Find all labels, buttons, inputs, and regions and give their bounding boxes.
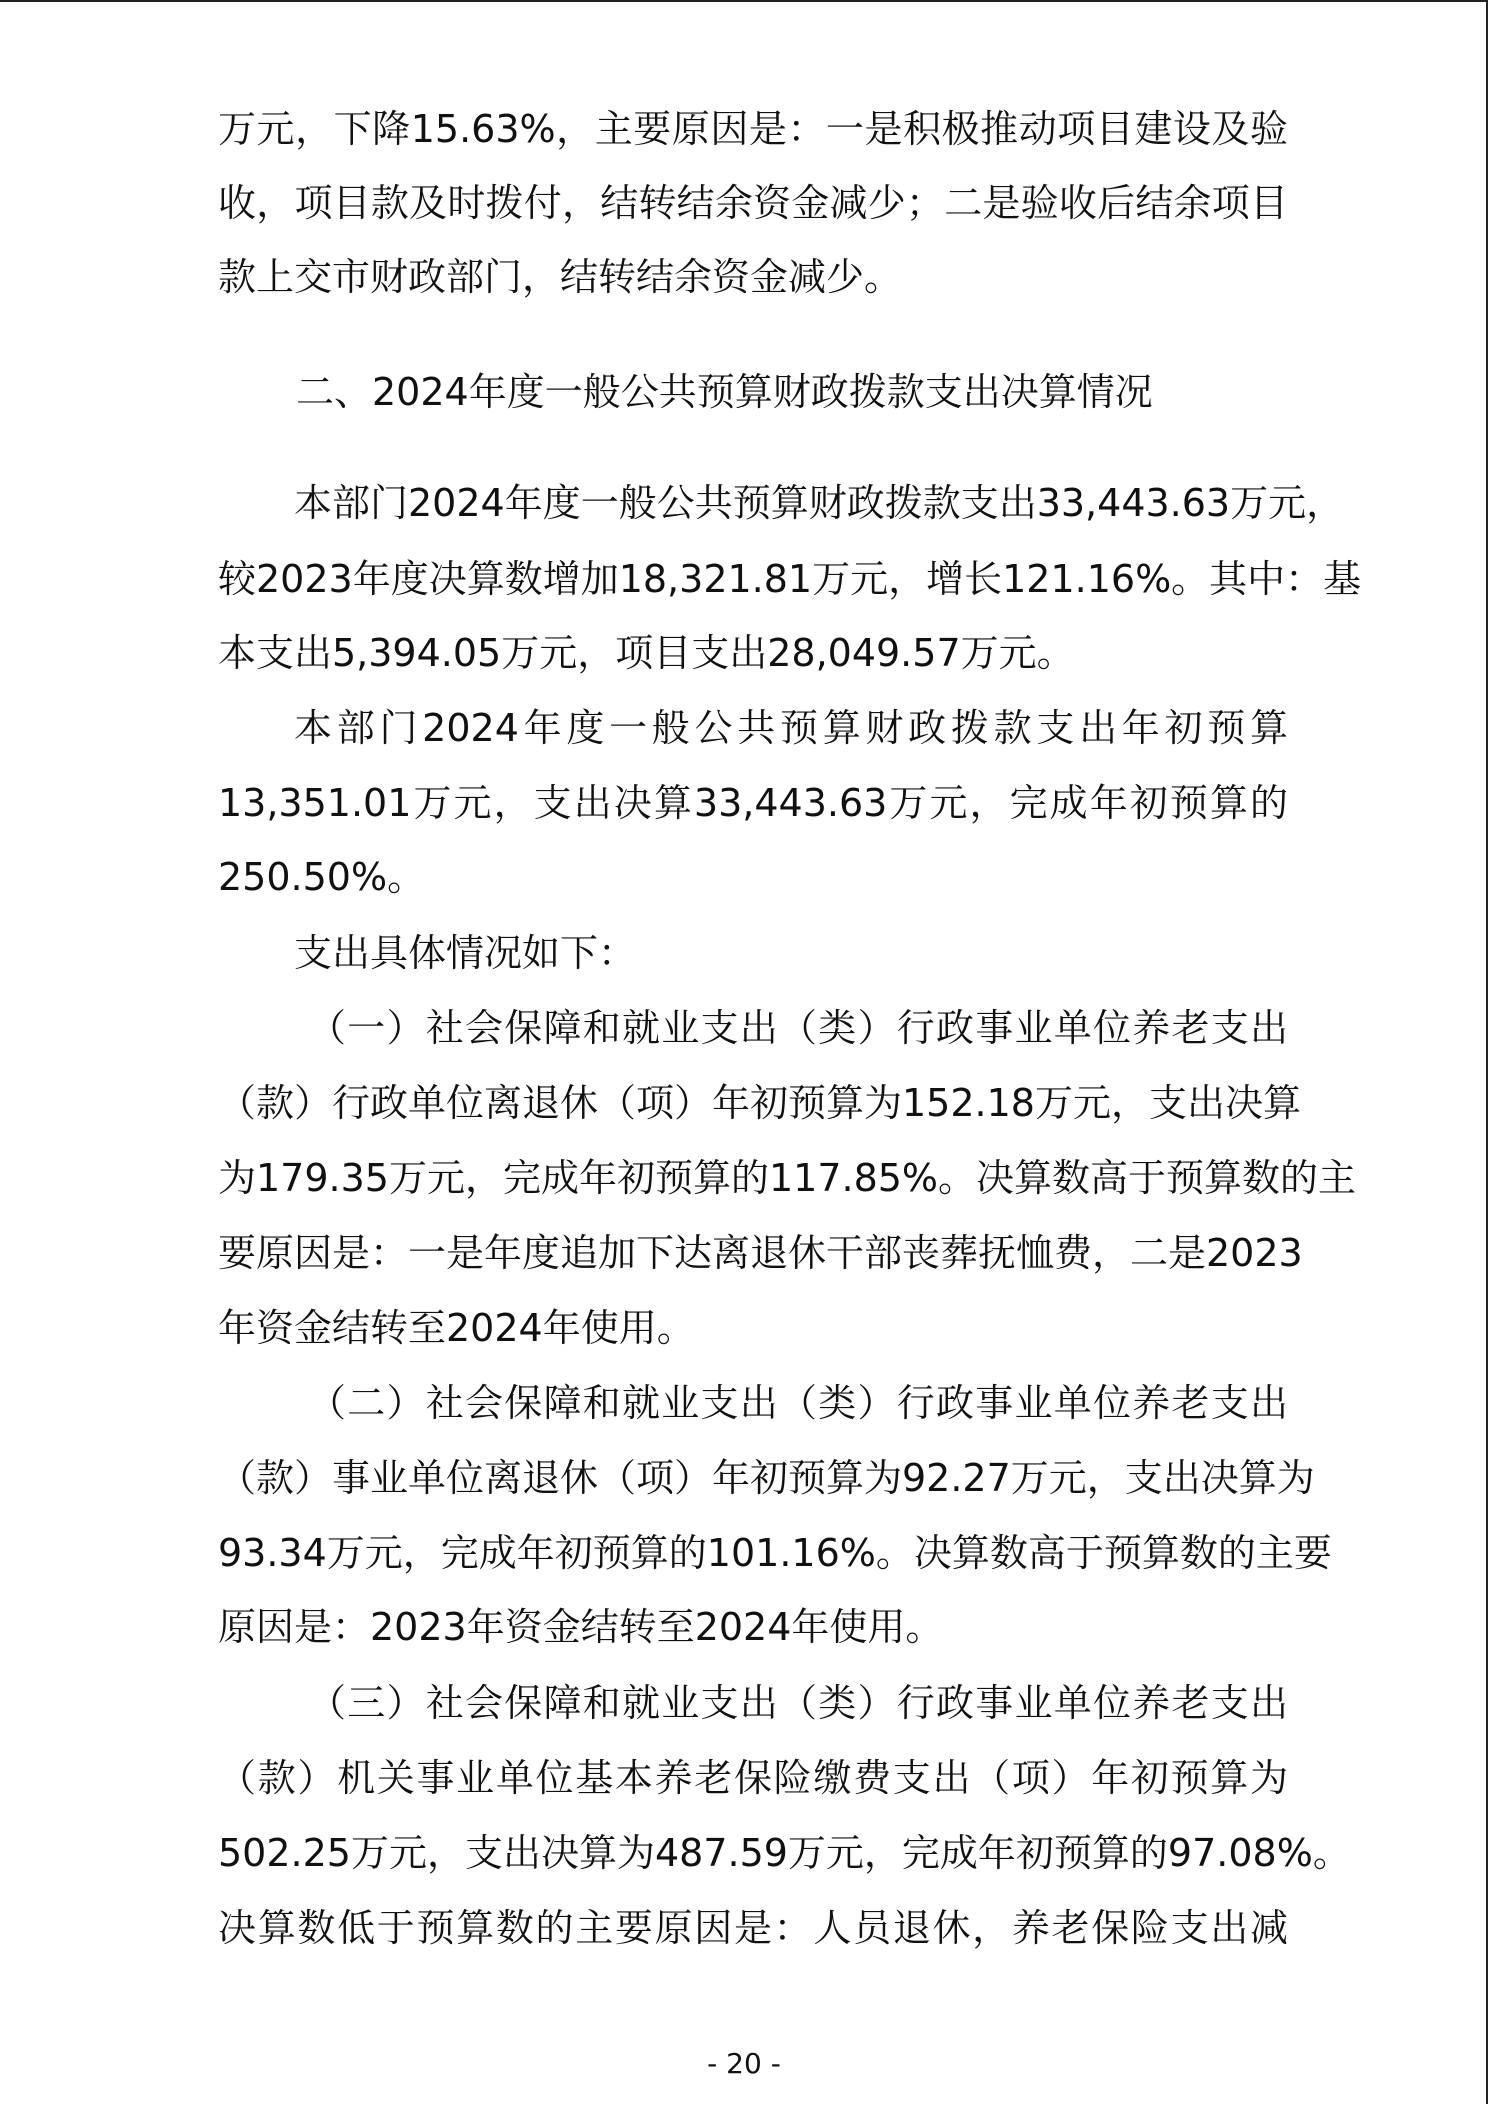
text-line: 万元，下降15.63%，主要原因是：一是积极推动项目建设及验 bbox=[218, 107, 1288, 151]
text-line: 本部门2024年度一般公共预算财政拨款支出33,443.63万元， bbox=[294, 481, 1345, 525]
page-number: - 20 - bbox=[707, 2047, 781, 2080]
text-line: 13,351.01万元，支出决算33,443.63万元，完成年初预算的 bbox=[218, 781, 1288, 825]
text-line: 年资金结转至2024年使用。 bbox=[218, 1306, 695, 1350]
text-line: 250.50%。 bbox=[218, 855, 426, 899]
text-line: 款上交市财政部门，结转结余资金减少。 bbox=[218, 255, 903, 299]
text-line: 决算数低于预算数的主要原因是：人员退休，养老保险支出减 bbox=[218, 1906, 1288, 1950]
page-top-border bbox=[0, 0, 1488, 2]
text-line: 93.34万元，完成年初预算的101.16%。决算数高于预算数的主要 bbox=[218, 1531, 1332, 1575]
text-line: （三）社会保障和就业支出（类）行政事业单位养老支出 bbox=[308, 1681, 1288, 1725]
section-heading: 二、2024年度一般公共预算财政拨款支出决算情况 bbox=[296, 370, 1153, 414]
text-line: 收，项目款及时拨付，结转结余资金减少；二是验收后结余项目 bbox=[218, 181, 1288, 225]
text-line: 支出具体情况如下： bbox=[294, 931, 637, 975]
text-line: 为179.35万元，完成年初预算的117.85%。决算数高于预算数的主 bbox=[218, 1156, 1357, 1200]
text-line: 要原因是：一是年度追加下达离退休干部丧葬抚恤费，二是2023 bbox=[218, 1231, 1303, 1275]
text-line: 原因是：2023年资金结转至2024年使用。 bbox=[218, 1605, 944, 1649]
text-line: 502.25万元，支出决算为487.59万元，完成年初预算的97.08%。 bbox=[218, 1831, 1351, 1875]
text-line: （款）机关事业单位基本养老保险缴费支出（项）年初预算为 bbox=[218, 1756, 1288, 1800]
text-line: 本部门2024年度一般公共预算财政拨款支出年初预算 bbox=[294, 706, 1288, 750]
text-line: （款）行政单位离退休（项）年初预算为152.18万元，支出决算 bbox=[218, 1081, 1301, 1125]
text-line: （二）社会保障和就业支出（类）行政事业单位养老支出 bbox=[308, 1381, 1288, 1425]
text-line: （一）社会保障和就业支出（类）行政事业单位养老支出 bbox=[308, 1006, 1288, 1050]
text-line: 较2023年度决算数增加18,321.81万元，增长121.16%。其中：基 bbox=[218, 557, 1362, 601]
text-line: 本支出5,394.05万元，项目支出28,049.57万元。 bbox=[218, 631, 1075, 675]
text-line: （款）事业单位离退休（项）年初预算为92.27万元，支出决算为 bbox=[218, 1456, 1315, 1500]
